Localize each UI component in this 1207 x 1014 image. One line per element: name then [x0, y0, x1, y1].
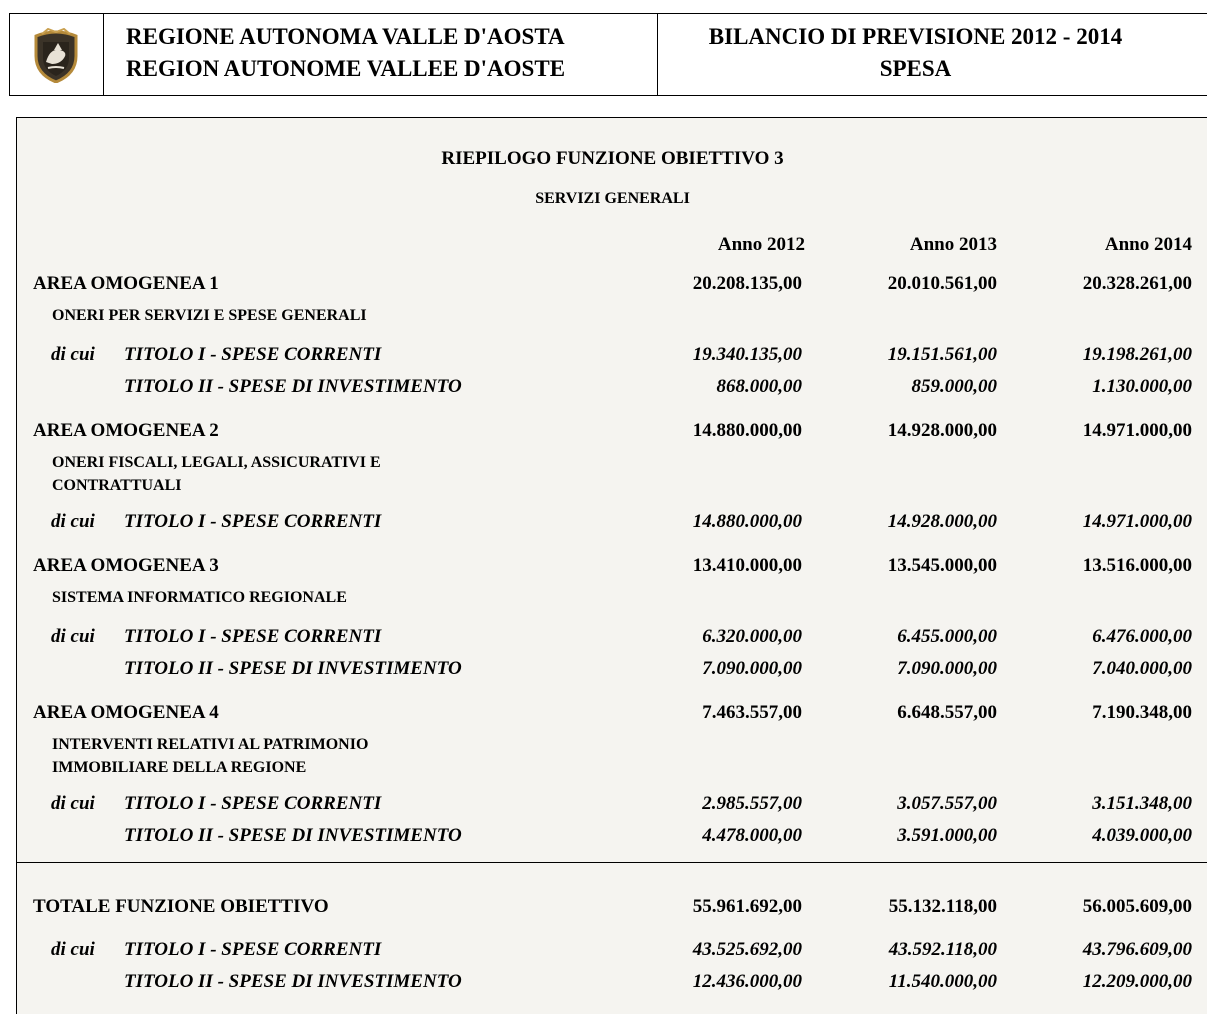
area-3-titolo-1-label: TITOLO I - SPESE CORRENTI [124, 626, 382, 647]
year-header-2013: Anno 2013 [909, 234, 997, 255]
area-3-titolo-2-2013: 7.090.000,00 [897, 658, 997, 679]
area-4-titolo-1-2014: 3.151.348,00 [1092, 793, 1192, 814]
area-2-titolo-1-2012: 14.880.000,00 [692, 511, 802, 532]
total-2012: 55.961.692,00 [692, 896, 802, 917]
area-1-label: AREA OMOGENEA 1 [33, 273, 219, 294]
area-4-titolo-2-2012: 4.478.000,00 [702, 825, 802, 846]
area-1-titolo-1-label: TITOLO I - SPESE CORRENTI [124, 344, 382, 365]
area-1-titolo-1-2014: 19.198.261,00 [1082, 344, 1192, 365]
total-titolo-1-label: TITOLO I - SPESE CORRENTI [124, 939, 382, 960]
area-3-titolo-2-2012: 7.090.000,00 [702, 658, 802, 679]
area-3-titolo-1-2012: 6.320.000,00 [702, 626, 802, 647]
total-2013: 55.132.118,00 [888, 896, 997, 917]
area-2-total-2012: 14.880.000,00 [692, 420, 802, 441]
area-3-total-2013: 13.545.000,00 [887, 555, 997, 576]
logo-cell [10, 14, 104, 95]
total-titolo-2-2013: 11.540.000,00 [888, 971, 997, 992]
area-2-titolo-1-label: TITOLO I - SPESE CORRENTI [124, 511, 382, 532]
area-4-titolo-2-2013: 3.591.000,00 [897, 825, 997, 846]
area-2-total-2014: 14.971.000,00 [1082, 420, 1192, 441]
total-label: TOTALE FUNZIONE OBIETTIVO [33, 896, 329, 917]
area-4-titolo-1-2012: 2.985.557,00 [702, 793, 802, 814]
area-4-total-2013: 6.648.557,00 [897, 702, 997, 723]
di-cui-label: di cui [51, 793, 95, 814]
area-2-description-line-2: CONTRATTUALI [52, 477, 182, 494]
area-1-titolo-2-label: TITOLO II - SPESE DI INVESTIMENTO [124, 376, 462, 397]
area-1-description: ONERI PER SERVIZI E SPESE GENERALI [52, 307, 367, 324]
area-3-titolo-2-2014: 7.040.000,00 [1092, 658, 1192, 679]
area-1-total-2012: 20.208.135,00 [692, 273, 802, 294]
area-3-titolo-1-2013: 6.455.000,00 [897, 626, 997, 647]
area-1-titolo-1-2013: 19.151.561,00 [887, 344, 997, 365]
area-3-label: AREA OMOGENEA 3 [33, 555, 219, 576]
year-header-2014: Anno 2014 [1104, 234, 1192, 255]
total-2014: 56.005.609,00 [1082, 896, 1192, 917]
total-titolo-2-2014: 12.209.000,00 [1082, 971, 1192, 992]
area-4-titolo-2-2014: 4.039.000,00 [1092, 825, 1192, 846]
area-2-description-line-1: ONERI FISCALI, LEGALI, ASSICURATIVI E [52, 454, 381, 471]
area-2-titolo-1-2013: 14.928.000,00 [887, 511, 997, 532]
area-1-titolo-2-2012: 868.000,00 [716, 376, 802, 397]
total-titolo-1-2014: 43.796.609,00 [1082, 939, 1192, 960]
di-cui-label: di cui [51, 511, 95, 532]
area-3-titolo-2-label: TITOLO II - SPESE DI INVESTIMENTO [124, 658, 462, 679]
area-4-total-2012: 7.463.557,00 [702, 702, 802, 723]
total-titolo-2-label: TITOLO II - SPESE DI INVESTIMENTO [124, 971, 462, 992]
budget-title-cell [658, 14, 1207, 95]
total-titolo-1-2013: 43.592.118,00 [888, 939, 997, 960]
year-header-2012: Anno 2012 [717, 234, 805, 255]
region-name-french: REGION AUTONOME VALLEE D'AOSTE [126, 56, 566, 81]
area-1-total-2013: 20.010.561,00 [887, 273, 997, 294]
area-2-label: AREA OMOGENEA 2 [33, 420, 219, 441]
region-name-cell [104, 14, 658, 95]
area-1-titolo-1-2012: 19.340.135,00 [692, 344, 802, 365]
di-cui-label: di cui [51, 626, 95, 647]
area-3-total-2012: 13.410.000,00 [692, 555, 802, 576]
area-4-total-2014: 7.190.348,00 [1092, 702, 1192, 723]
area-3-titolo-1-2014: 6.476.000,00 [1092, 626, 1192, 647]
report-title: RIEPILOGO FUNZIONE OBIETTIVO 3 [441, 148, 784, 169]
regional-coat-of-arms-icon [30, 28, 82, 83]
area-4-description-line-2: IMMOBILIARE DELLA REGIONE [52, 759, 307, 776]
total-titolo-1-2012: 43.525.692,00 [692, 939, 802, 960]
area-4-titolo-2-label: TITOLO II - SPESE DI INVESTIMENTO [124, 825, 462, 846]
area-1-total-2014: 20.328.261,00 [1082, 273, 1192, 294]
total-divider [17, 862, 1207, 863]
report-panel [16, 117, 1207, 1014]
budget-title: BILANCIO DI PREVISIONE 2012 - 2014 [708, 24, 1123, 49]
area-1-titolo-2-2014: 1.130.000,00 [1092, 376, 1192, 397]
area-4-titolo-1-label: TITOLO I - SPESE CORRENTI [124, 793, 382, 814]
budget-section: SPESA [879, 56, 952, 81]
di-cui-label: di cui [51, 344, 95, 365]
di-cui-label: di cui [51, 939, 95, 960]
report-subtitle: SERVIZI GENERALI [535, 190, 690, 207]
area-2-total-2013: 14.928.000,00 [887, 420, 997, 441]
region-name-italian: REGIONE AUTONOMA VALLE D'AOSTA [126, 24, 565, 49]
area-4-label: AREA OMOGENEA 4 [33, 702, 219, 723]
area-1-titolo-2-2013: 859.000,00 [911, 376, 997, 397]
total-titolo-2-2012: 12.436.000,00 [692, 971, 802, 992]
area-2-titolo-1-2014: 14.971.000,00 [1082, 511, 1192, 532]
area-4-description-line-1: INTERVENTI RELATIVI AL PATRIMONIO [52, 736, 369, 753]
document-header [9, 13, 1207, 96]
area-3-total-2014: 13.516.000,00 [1082, 555, 1192, 576]
area-3-description: SISTEMA INFORMATICO REGIONALE [52, 589, 347, 606]
area-4-titolo-1-2013: 3.057.557,00 [897, 793, 997, 814]
